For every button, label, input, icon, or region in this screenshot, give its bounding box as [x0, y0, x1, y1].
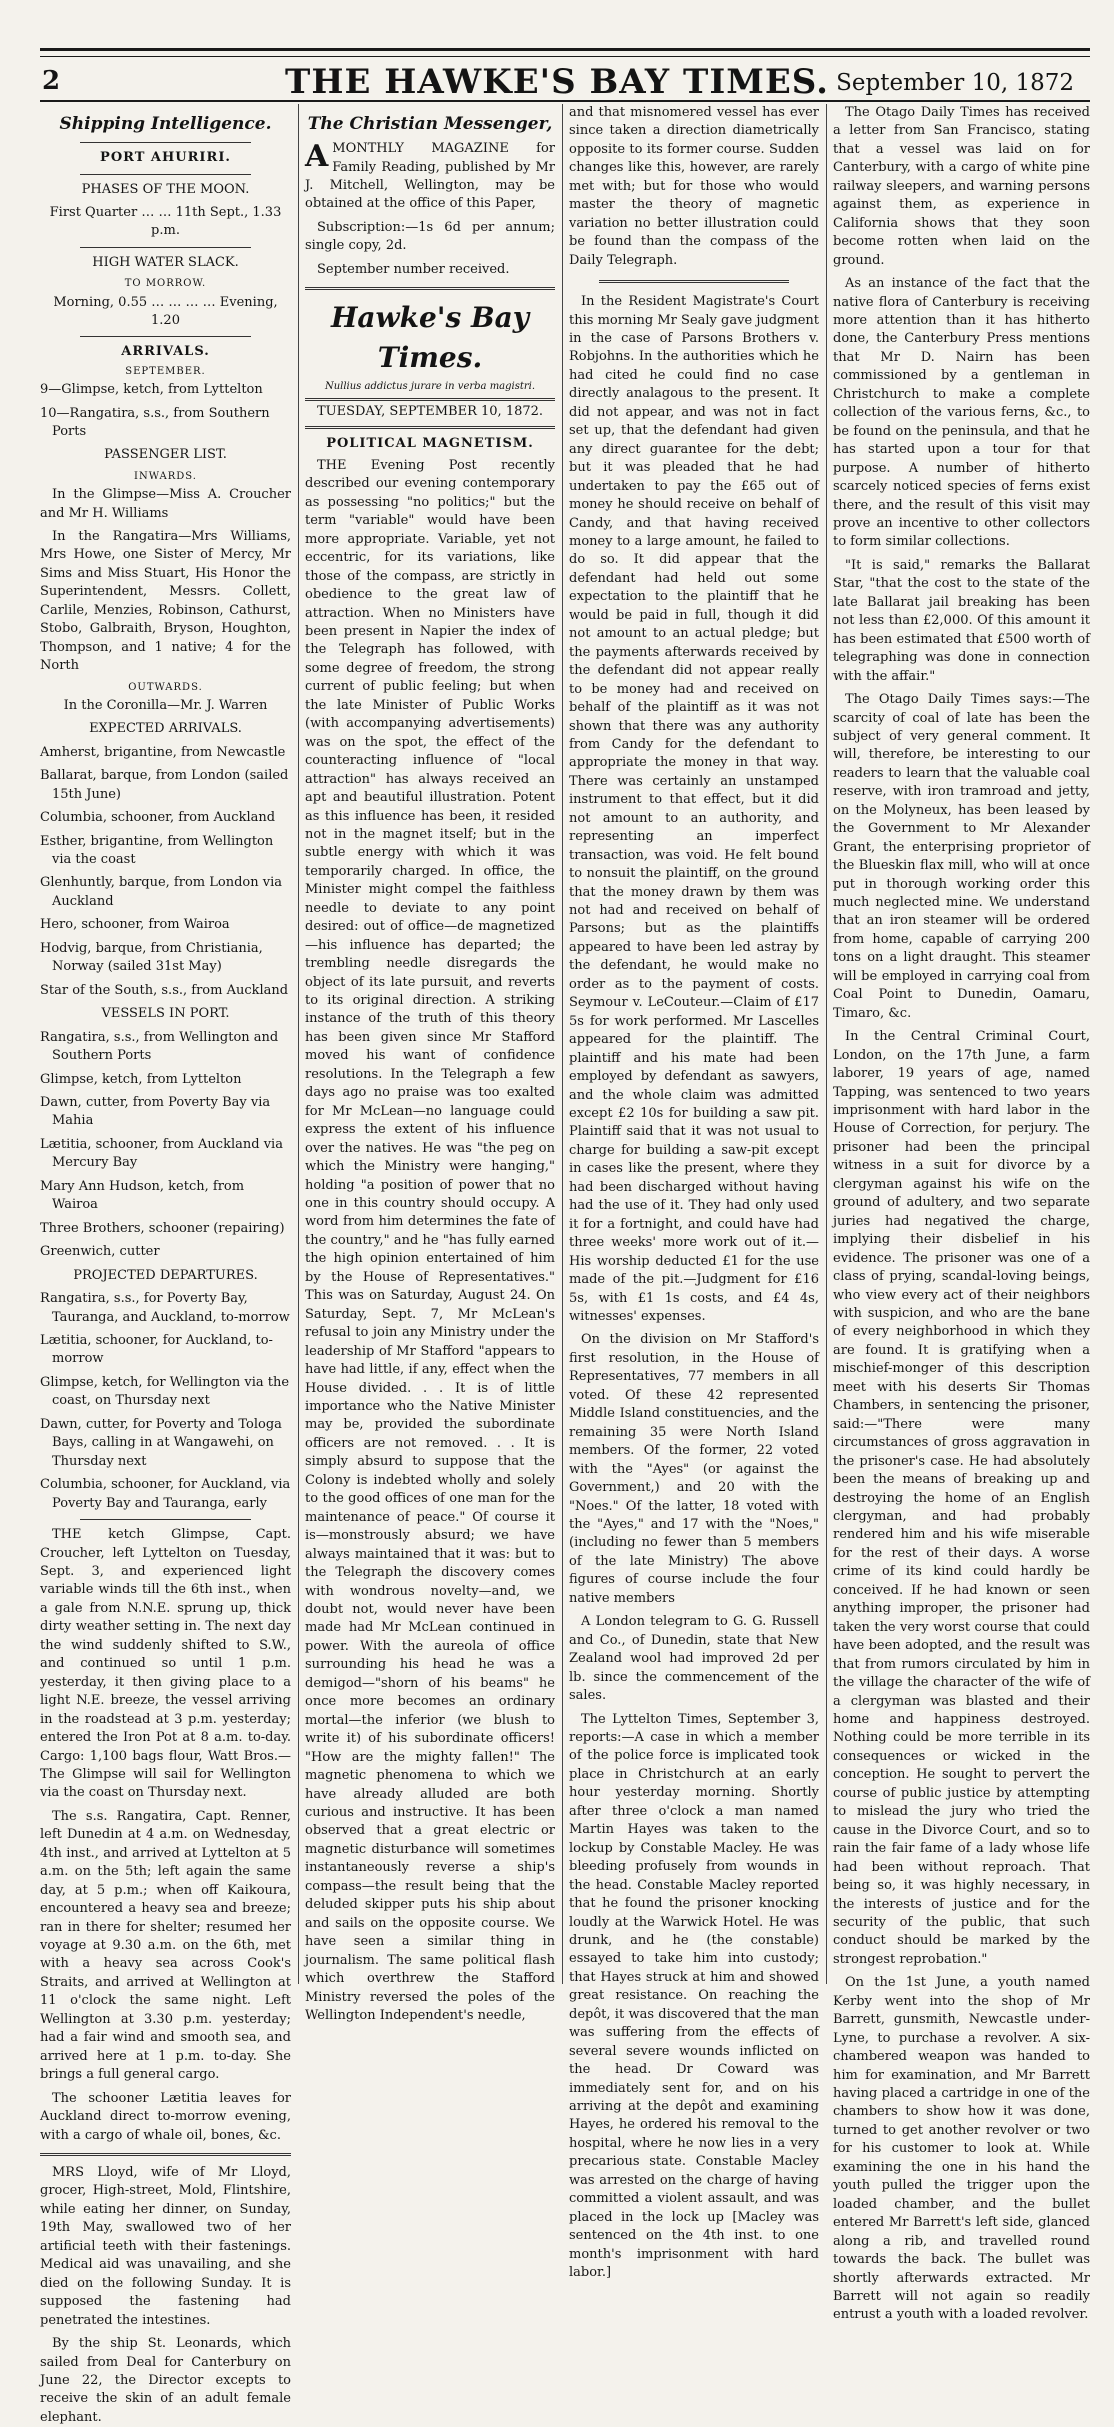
article-paragraph: The Otago Daily Times has received a letter from San Francisco, stating that a vessel was laid on for Canterbury, with a cargo of white pine railway sleepers, and warning persons against them, as experience in California shows that they soon become rotten when laid on the ground.: [833, 105, 1090, 268]
advert-received: September number received.: [317, 261, 510, 277]
article-paragraph: "It is said," remarks the Ballarat Star, "that the cost to the state of the late Ballarat jail breaking has been not less than £2,000. Of this amount it has been estimated that £500 worth of telegraphing was done in connection with the affair.": [833, 557, 1090, 684]
list-item: Three Brothers, schooner (repairing): [40, 1220, 285, 1236]
outwards-sub: OUTWARDS.: [128, 681, 203, 693]
advert-body: AMONTHLY MAGAZINE for Family Reading, published by Mr J. Mitchell, Wellington, may be obtained at the office of this Paper,: [305, 139, 555, 212]
article-paragraph: By the ship St. Leonards, which sailed from Deal for Canterbury on June 22, the Director excepts to receive the skin of an adult female elephant.: [40, 2336, 291, 2425]
article-paragraph: In the Resident Magistrate's Court this morning Mr Sealy gave judgment in the case of Parsons Brothers v. Robjohns. In the authorities which he had cited he could find no case directly analagous to the present. It did not appear, and was not in fact set up, that the defendant had given any direct guarantee for the debt; but it was pleaded that he had undertaken to pay the £65 out of money he should receive on behalf of Candy, and that having received money to a large amount, he failed to do so. It did appear that the defendant had held out some expectation to the plaintiff that he would be paid in full, though it did not amount to an actual pledge; but the payments afterwards received by the defendant did not appear really to be money had and received on behalf of the plaintiff as it was not shown that there was any authority from Candy for the defendant to appropriate the money in that way. There was certainly an unstamped instrument to that effect, but it did not amount to an authority, and representing an imperfect transaction, was void. He felt bound to nonsuit the plaintiff, on the ground that the money drawn by them was not had and received on behalf of Parsons; but as the plaintiffs appeared to have been led astray by the defendant, he would make no order as to the payment of costs. Seymour v. LeCouteur.—Claim of £17 5s for work performed. Mr Lascelles appeared for the plaintiff. The plaintiff and his mate had been employed by defendant as sawyers, and the whole claim was admitted except £2 10s for building a saw pit. Plaintiff said that it was not usual to charge for building a saw-pit except in cases like the present, where they had been discharged without having had the use of it. They had only used it for a fortnight, and could have had three weeks' more work out of it.—His worship deducted £1 for the use made of the pit.—Judgment for £16 5s, with £1 1s costs, and £4 4s, witnesses' expenses.: [569, 294, 819, 1324]
column-divider: [562, 104, 563, 1984]
article-paragraph: A London telegram to G. G. Russell and Co., of Dunedin, state that New Zealand wool had improved 2d per lb. since the commencement of the sales.: [569, 1614, 819, 1704]
article-paragraph: On the 1st June, a youth named Kerby went into the shop of Mr Barrett, gunsmith, Newcastle under-Lyne, to purchase a revolver. A six-chambered weapon was handed to him for examination, and Mr Barrett having placed a cartridge in one of the chambers to show how it was done, turned to get another revolver or two for his customer to look at. While examining the one in his hand the youth pulled the trigger upon the loaded chamber, and the bullet entered Mr Barrett's left side, glanced along a rib, and travelled round towards the back. The bullet was shortly afterwards extracted. Mr Barrett will not again so readily entrust a youth with a loaded revolver.: [833, 1975, 1090, 2323]
list-item: Rangatira, s.s., for Poverty Bay, Tauranga, and Auckland, to-morrow: [40, 1291, 290, 1325]
article-paragraph: THE ketch Glimpse, Capt. Croucher, left Lyttelton on Tuesday, Sept. 3, and experienced light variable winds till the 6th inst., when a gale from N.N.E. sprung up, thick dirty weather setting in. The next day the wind suddenly shifted to S.W., and continued so until 1 p.m. yesterday, it then giving place to a light N.E. breeze, the vessel arriving in the roadstead at 3 p.m. yesterday; entered the Iron Pot at 8 a.m. to-day. Cargo: 1,100 bags flour, Watt Bros.—The Glimpse will sail for Wellington via the coast on Thursday next.: [40, 1527, 291, 1801]
article-paragraph: The Otago Daily Times says:—The scarcity of coal of late has been the subject of very general comment. It will, therefore, be interesting to our readers to learn that the valuable coal reserve, with iron tramroad and jetty, on the Molyneux, has been leased by the Government to Mr Alexander Grant, the enterprising proprietor of the Blueskin flax mill, who will at once put in thorough working order this much neglected mine. We understand that an iron steamer will be ordered from home, capable of carrying 200 tons on a light draught. This steamer will be employed in carrying coal from Coal Point to Dunedin, Oamaru, Timaro, &c.: [833, 692, 1090, 1021]
column-divider: [298, 104, 299, 1984]
article-paragraph: The schooner Lætitia leaves for Auckland direct to-morrow evening, with a cargo of whale oil, bones, &c.: [40, 2090, 291, 2143]
article-paragraph: On the division on Mr Stafford's first resolution, in the House of Representatives, 77 members in all voted. Of these 42 represented Middle Island constituencies, and the remaining 35 were North Island members. Of the former, 22 voted with the "Ayes" (or against the Government,) and 20 with the "Noes." Of the latter, 18 voted with the "Ayes," and 17 with the "Noes," (including no fewer than 5 members of the late Ministry) The above figures of course include the four native members: [569, 1332, 819, 1606]
moon-line: First Quarter … … 11th Sept., 1.33 p.m.: [49, 205, 282, 239]
article-paragraph: The Lyttelton Times, September 3, reports:—A case in which a member of the police force is implicated took place in Christchurch at an early hour yesterday morning. Shortly after three o'clock a man named Martin Hayes was taken to the lockup by Constable Macley. He was bleeding profusely from wounds in the head. Constable Macley reported that he found the prisoner knocking loudly at the Warwick Hotel. He was drunk, and he (the constable) essayed to take him into custody; that Hayes struck at him and showed great resistance. On reaching the depôt, it was discovered that the man was suffering from the effects of several severe wounds inflicted on the head. Dr Coward was immediately sent for, and on his arriving at the depôt and examining Hayes, he ordered his removal to the hospital, where he now lies in a very precarious state. Constable Macley was arrested on the charge of having committed a violent assault, and was placed in the lock up [Macley was sentenced on the 4th inst. to one month's imprisonment with hard labor.]: [569, 1711, 819, 2281]
article-title: POLITICAL MAGNETISM.: [326, 436, 534, 452]
column-news-2: [833, 104, 1090, 2323]
page-number: 2: [42, 66, 61, 96]
list-item: Lætitia, schooner, for Auckland, to-morrow: [40, 1332, 273, 1367]
water-line: Morning, 0.55 … … … … Evening, 1.20: [53, 294, 278, 329]
article-paragraph: and that misnomered vessel has ever since taken a direction diametrically opposite to its former course. Sudden changes like this, however, are rarely met with; but for those who would master the theory of magnetic variation no better illustration could be found than the compass of the Daily Telegraph.: [569, 105, 819, 268]
list-item: In the Coronilla—Mr. J. Warren: [63, 697, 268, 713]
port-heading: PORT AHURIRI.: [100, 150, 231, 166]
column-news: [569, 104, 819, 2281]
list-item: Hodvig, barque, from Christiania, Norway (sailed 31st May): [40, 940, 263, 975]
list-item: Dawn, cutter, for Poverty and Tologa Bays, calling in at Wangawehi, on Thursday next: [40, 1416, 282, 1469]
column-divider: [826, 104, 827, 1984]
list-item: Glenhuntly, barque, from London via Auckland: [40, 875, 282, 909]
water-sub: TO MORROW.: [124, 278, 207, 290]
list-item: Star of the South, s.s., from Auckland: [40, 982, 289, 998]
list-item: 9—Glimpse, ketch, from Lyttelton: [40, 382, 263, 398]
passenger-heading: PASSENGER LIST.: [104, 447, 227, 463]
departures-heading: PROJECTED DEPARTURES.: [73, 1267, 258, 1283]
list-item: Mary Ann Hudson, ketch, from Wairoa: [40, 1178, 245, 1213]
list-item: Dawn, cutter, from Poverty Bay via Mahia: [40, 1095, 271, 1129]
issue-date: September 10, 1872: [836, 70, 1074, 96]
list-item: Greenwich, cutter: [40, 1244, 160, 1260]
article-paragraph: The s.s. Rangatira, Capt. Renner, left Dunedin at 4 a.m. on Wednesday, 4th inst., and arrived at Lyttelton at 5 a.m. on the 5th; left again the same day, at 5 p.m.; when off Kaikoura, encountered a heavy sea and breeze; ran in there for shelter; resumed her voyage at 9.30 a.m. on the 6th, met with a heavy sea across Cook's Straits, and arrived at Wellington at 11 o'clock the same night. Left Wellington at 3.30 p.m. yesterday; had a fair wind and smooth sea, and arrived here at 1 p.m. to-day. She brings a full general cargo.: [40, 1808, 291, 2083]
page-title: THE HAWKE'S BAY TIMES.: [285, 62, 829, 102]
section-heading: Shipping Intelligence.: [59, 114, 272, 134]
column-shipping: [40, 104, 291, 2425]
moon-heading: PHASES OF THE MOON.: [81, 181, 250, 197]
advert-title: The Christian Messenger,: [307, 114, 553, 134]
article-paragraph: As an instance of the fact that the native flora of Canterbury is receiving more attention than it has hitherto done, the Canterbury Press mentions that Mr D. Nairn has been commissioned by a gentleman in Christchurch to make a complete collection of the various ferns, &c., to be found on the peninsula, and that he has started upon a tour for that purpose. A number of hitherto scarcely noticed species of ferns exist there, and the result of this visit may prove an incentive to other collectors to form similar collections.: [833, 276, 1090, 550]
arrivals-sub: SEPTEMBER.: [125, 365, 206, 377]
article-paragraph: In the Central Criminal Court, London, on the 17th June, a farm laborer, 19 years of age, named Tapping, was sentenced to two years imprisonment with hard labor in the House of Correction, for perjury. The prisoner had been the principal witness in a suit for divorce by a clergyman against his wife on the ground of adultery, and two separate juries had negatived the charge, implying their disbelief in his evidence. The prisoner was one of a class of prying, scandal-loving beings, who view every act of their neighbors with suspicion, and who are the bane of every neighborhood in which they are found. It is gratifying when a mischief-monger of this description meet with his deserts Sir Thomas Chambers, in sentencing the prisoner, said:—"There were many circumstances of gross aggravation in the prisoner's case. He had absolutely been the means of breaking up and destroying the home of an English clergyman, and had probably rendered him and his wife miserable for the rest of their days. A worse crime of its kind could hardly be conceived. If he had known or seen anything improper, the prisoner had taken the very worst course that could have been adopted, and the result was that from rumors circulated by him in the village the character of the wife of a clergyman was blasted and their home and happiness destroyed. Nothing could be more terrible in its consequences or wicked in the conception. He sought to pervert the course of public justice by attempting to mislead the jury who tried the cause in the Divorce Court, and so to rain the fair fame of a lady whose life had been without reproach. That being so, it was highly necessary, in the interests of justice and for the security of the public, that such conduct should be marked by the strongest reprobation.": [833, 1029, 1090, 1967]
list-item: Ballarat, barque, from London (sailed 15th June): [40, 768, 289, 802]
list-item: Esther, brigantine, from Wellington via the coast: [40, 833, 274, 868]
article-paragraph: MRS Lloyd, wife of Mr Lloyd, grocer, High-street, Mold, Flintshire, while eating her dinner, on Sunday, 19th May, swallowed two of her artificial teeth with their fastenings. Medical aid was unavailing, and she died on the following Sunday. It is supposed the fastening had penetrated the intestines.: [40, 2165, 291, 2328]
drop-cap: A: [305, 139, 329, 175]
arrivals-heading: ARRIVALS.: [121, 344, 210, 360]
inwards-sub: INWARDS.: [134, 470, 197, 482]
expected-heading: EXPECTED ARRIVALS.: [89, 721, 242, 737]
paper-motto: Nullius addictus jurare in verba magistri.: [324, 380, 536, 392]
water-heading: HIGH WATER SLACK.: [92, 254, 239, 270]
list-item: Glimpse, ketch, for Wellington via the coast, on Thursday next: [40, 1374, 290, 1409]
port-vessels-heading: VESSELS IN PORT.: [101, 1006, 230, 1022]
header-rule: [40, 100, 1090, 102]
list-item: Columbia, schooner, from Auckland: [40, 810, 276, 826]
column-editorial: [305, 104, 555, 2023]
list-item: Glimpse, ketch, from Lyttelton: [40, 1071, 242, 1087]
list-item: Columbia, schooner, for Auckland, via Poverty Bay and Tauranga, early: [40, 1477, 291, 1511]
top-rule-thin: [40, 56, 1090, 57]
top-rule: [40, 48, 1090, 51]
list-item: In the Rangatira—Mrs Williams, Mrs Howe, one Sister of Mercy, Mr Sims and Miss Stuart, His Honor the Superintendent, Messrs. Collett, Carlile, Menzies, Robinson, Cathurst, Stobo, Galbraith, Bryson, Houghton, Thompson, and 1 native; 4 for the North: [40, 529, 291, 674]
list-item: Hero, schooner, from Wairoa: [40, 917, 230, 933]
list-item: 10—Rangatira, s.s., from Southern Ports: [40, 405, 270, 440]
issue-date-line: TUESDAY, SEPTEMBER 10, 1872.: [316, 403, 544, 419]
list-item: Lætitia, schooner, from Auckland via Mercury Bay: [40, 1136, 283, 1171]
paper-masthead: Hawke's Bay Times.: [330, 301, 530, 375]
list-item: In the Glimpse—Miss A. Croucher and Mr H. Williams: [40, 487, 291, 521]
article-paragraph: THE Evening Post recently described our evening contemporary as possessing "no politics;" but the term "variable" would have been more appropriate. Variable, yet not eccentric, for its variations, like those of the compass, are strictly in obedience to the great law of attraction. When no Ministers have been present in Napier the index of the Telegraph has followed, with some degree of freedom, the strong current of public feeling; but when the late Minister of Public Works (with accompanying advertisements) was on the spot, the effect of the counteracting influence of "local attraction" has always received an apt and beautiful illustration. Potent as this influence has been, it resided not in the magnet itself; but in the subtle energy with which it was temporarily charged. In office, the Minister might compel the faithless needle to deviate to any point desired: out of office—de magnetized—his influence has departed; the trembling needle disregards the object of its late pursuit, and reverts to its original direction. A striking instance of the truth of this theory has been given since Mr Stafford moved his want of confidence resolutions. In the Telegraph a few days ago no praise was too exalted for Mr McLean—no language could express the extent of his influence over the natives. He was "the peg on which the Ministry were hanging," holding "a position of power that no one in this country should occupy. A word from him determines the fate of the country," and he "has fully earned the high opinion entertained of him by the House of Representatives." This was on Saturday, August 24. On Saturday, Sept. 7, Mr McLean's refusal to join any Ministry under the leadership of Mr Stafford "appears to have had little, if any, effect when the House divided. . . It is of little importance who the Native Minister may be, provided the subordinate officers are not removed. . . It is simply absurd to suppose that the Colony is indebted wholly and solely to the good offices of one man for the maintenance of peace." Of course it is—monstrously absurd; we have always maintained that it was: but to the Telegraph the discovery comes with wondrous novelty—and, we doubt not, would never have been made had Mr McLean continued in power. With the aureola of office surrounding his head he was a demigod—"shorn of his beams" he once more becomes an ordinary mortal—the inferior (we blush to write it) of his subordinate officers! "How are the mighty fallen!" The magnetic phenomena to which we have already alluded are both curious and instructive. It has been observed that a great electric or magnetic disturbance will sometimes instantaneously reverse a ship's compass—the result being that the deluded skipper puts his ship about and sails on the opposite course. We have seen a similar thing in journalism. The same political flash which overthrew the Stafford Ministry reversed the poles of the Wellington Independent's needle,: [305, 457, 555, 2023]
list-item: Amherst, brigantine, from Newcastle: [40, 744, 286, 760]
advert-subscription: Subscription:—1s 6d per annum; single copy, 2d.: [305, 219, 555, 254]
list-item: Rangatira, s.s., from Wellington and Southern Ports: [40, 1029, 279, 1064]
